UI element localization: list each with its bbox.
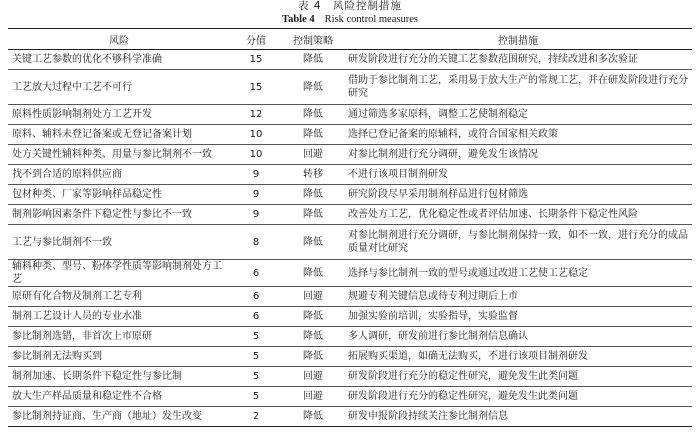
cell-measure: 选择与参比制剂一致的型号或通过改进工艺使工艺稳定 xyxy=(344,260,692,287)
cell-strategy: 降低 xyxy=(282,347,344,367)
cell-risk: 处方关键性辅料种类、用量与参比制剂不一致 xyxy=(8,145,230,165)
cell-measure: 多人调研，研发前进行参比制剂信息确认 xyxy=(344,327,692,347)
table-row xyxy=(8,287,692,307)
cell-score: 6 xyxy=(230,260,282,287)
table-row xyxy=(8,347,692,367)
header-score: 分值 xyxy=(230,29,282,50)
table-row xyxy=(8,70,692,105)
cell-measure: 研发申报阶段持续关注参比制剂信息 xyxy=(344,407,692,427)
cell-risk: 关键工艺参数的优化不够科学准确 xyxy=(8,50,230,70)
cell-strategy: 降低 xyxy=(282,327,344,347)
cell-strategy: 降低 xyxy=(282,70,344,105)
cell-risk: 找不到合适的原料供应商 xyxy=(8,165,230,185)
cell-strategy: 回避 xyxy=(282,145,344,165)
table-row xyxy=(8,327,692,347)
table-row xyxy=(8,105,692,125)
cell-measure: 改善处方工艺，优化稳定性或者评估加速、长期条件下稳定性风险 xyxy=(344,205,692,225)
cell-risk: 制剂加速、长期条件下稳定性与参比制 xyxy=(8,367,230,387)
table-row xyxy=(8,165,692,185)
cell-measure: 研发阶段进行充分的稳定性研究，避免发生此类问题 xyxy=(344,367,692,387)
cell-measure: 拓展购买渠道，如确无法购买，不进行该项目制剂研发 xyxy=(344,347,692,367)
cell-risk: 放大生产样品质量和稳定性不合格 xyxy=(8,387,230,407)
cell-measure: 通过筛选多家原料，调整工艺使制剂稳定 xyxy=(344,105,692,125)
cell-risk: 工艺放大过程中工艺不可行 xyxy=(8,70,230,105)
cell-risk: 参比制剂持证商、生产商（地址）发生改变 xyxy=(8,407,230,427)
cell-risk: 参比制剂无法购买到 xyxy=(8,347,230,367)
table-row xyxy=(8,125,692,145)
table-row xyxy=(8,145,692,165)
cell-strategy: 回避 xyxy=(282,287,344,307)
table-row xyxy=(8,185,692,205)
cell-strategy: 降低 xyxy=(282,407,344,427)
cell-score: 10 xyxy=(230,125,282,145)
cell-strategy: 降低 xyxy=(282,260,344,287)
table-caption-en xyxy=(0,13,700,26)
cell-measure: 研发阶段进行充分的关键工艺参数范围研究，持续改进和多次验证 xyxy=(344,50,692,70)
cell-risk: 包材种类、厂家等影响样品稳定性 xyxy=(8,185,230,205)
cell-measure: 对参比制剂进行充分调研，与参比制剂保持一致，如不一致，进行充分的成品质量对比研究 xyxy=(344,225,692,260)
table-body xyxy=(8,50,692,427)
cell-measure: 加强实验前培训，实验指导，实验监督 xyxy=(344,307,692,327)
cell-score: 9 xyxy=(230,185,282,205)
table-row xyxy=(8,205,692,225)
cell-measure: 研究阶段尽早采用制剂样品进行包材筛选 xyxy=(344,185,692,205)
cell-score: 5 xyxy=(230,387,282,407)
header-risk: 风险 xyxy=(8,29,230,50)
cell-risk: 参比制剂选错，非首次上市原研 xyxy=(8,327,230,347)
cell-strategy: 降低 xyxy=(282,185,344,205)
table-title-en: Risk control measures xyxy=(324,14,418,25)
cell-score: 15 xyxy=(230,50,282,70)
table-caption-cn: 表 4 风险控制措施 xyxy=(297,0,403,12)
cell-strategy: 回避 xyxy=(282,387,344,407)
cell-strategy: 转移 xyxy=(282,165,344,185)
cell-strategy: 回避 xyxy=(282,367,344,387)
cell-score: 12 xyxy=(230,105,282,125)
cell-score: 9 xyxy=(230,205,282,225)
cell-risk: 制剂影响因素条件下稳定性与参比不一致 xyxy=(8,205,230,225)
cell-score: 2 xyxy=(230,407,282,427)
cell-score: 5 xyxy=(230,347,282,367)
table-row xyxy=(8,307,692,327)
header-strategy: 控制策略 xyxy=(282,29,344,50)
cell-measure: 对参比制剂进行充分调研，避免发生该情况 xyxy=(344,145,692,165)
risk-control-table xyxy=(8,28,692,427)
cell-score: 6 xyxy=(230,287,282,307)
cell-score: 15 xyxy=(230,70,282,105)
header-measure: 控制措施 xyxy=(344,29,692,50)
cell-strategy: 降低 xyxy=(282,307,344,327)
cell-measure: 规避专利关键信息或待专利过期后上市 xyxy=(344,287,692,307)
table-row xyxy=(8,387,692,407)
cell-score: 9 xyxy=(230,165,282,185)
table-row xyxy=(8,407,692,427)
cell-risk: 原料性质影响制剂处方工艺开发 xyxy=(8,105,230,125)
cell-strategy: 降低 xyxy=(282,50,344,70)
table-row xyxy=(8,225,692,260)
cell-score: 5 xyxy=(230,367,282,387)
table-header-row xyxy=(8,29,692,50)
cell-score: 5 xyxy=(230,327,282,347)
cell-strategy: 降低 xyxy=(282,105,344,125)
table-label-en: Table 4 xyxy=(282,14,315,25)
cell-score: 10 xyxy=(230,145,282,165)
cell-measure: 研发阶段进行充分的稳定性研究，避免发生此类问题 xyxy=(344,387,692,407)
table-row xyxy=(8,50,692,70)
cell-risk: 原研有化合物及制剂工艺专利 xyxy=(8,287,230,307)
cell-score: 8 xyxy=(230,225,282,260)
cell-risk: 工艺与参比制剂不一致 xyxy=(8,225,230,260)
cell-score: 6 xyxy=(230,307,282,327)
cell-measure: 选择已登记备案的原辅料，或符合国家相关政策 xyxy=(344,125,692,145)
table-row xyxy=(8,260,692,287)
cell-strategy: 降低 xyxy=(282,125,344,145)
cell-measure: 不进行该项目制剂研发 xyxy=(344,165,692,185)
cell-risk: 原料、辅料未登记备案或无登记备案计划 xyxy=(8,125,230,145)
cell-risk: 辅料种类、型号、粉体学性质等影响制剂处方工艺 xyxy=(8,260,230,287)
table-row xyxy=(8,367,692,387)
cell-measure: 借助于参比制剂工艺，采用易于放大生产的常规工艺，并在研发阶段进行充分研究 xyxy=(344,70,692,105)
cell-strategy: 降低 xyxy=(282,225,344,260)
cell-strategy: 降低 xyxy=(282,205,344,225)
cell-risk: 制剂工艺设计人员的专业水准 xyxy=(8,307,230,327)
